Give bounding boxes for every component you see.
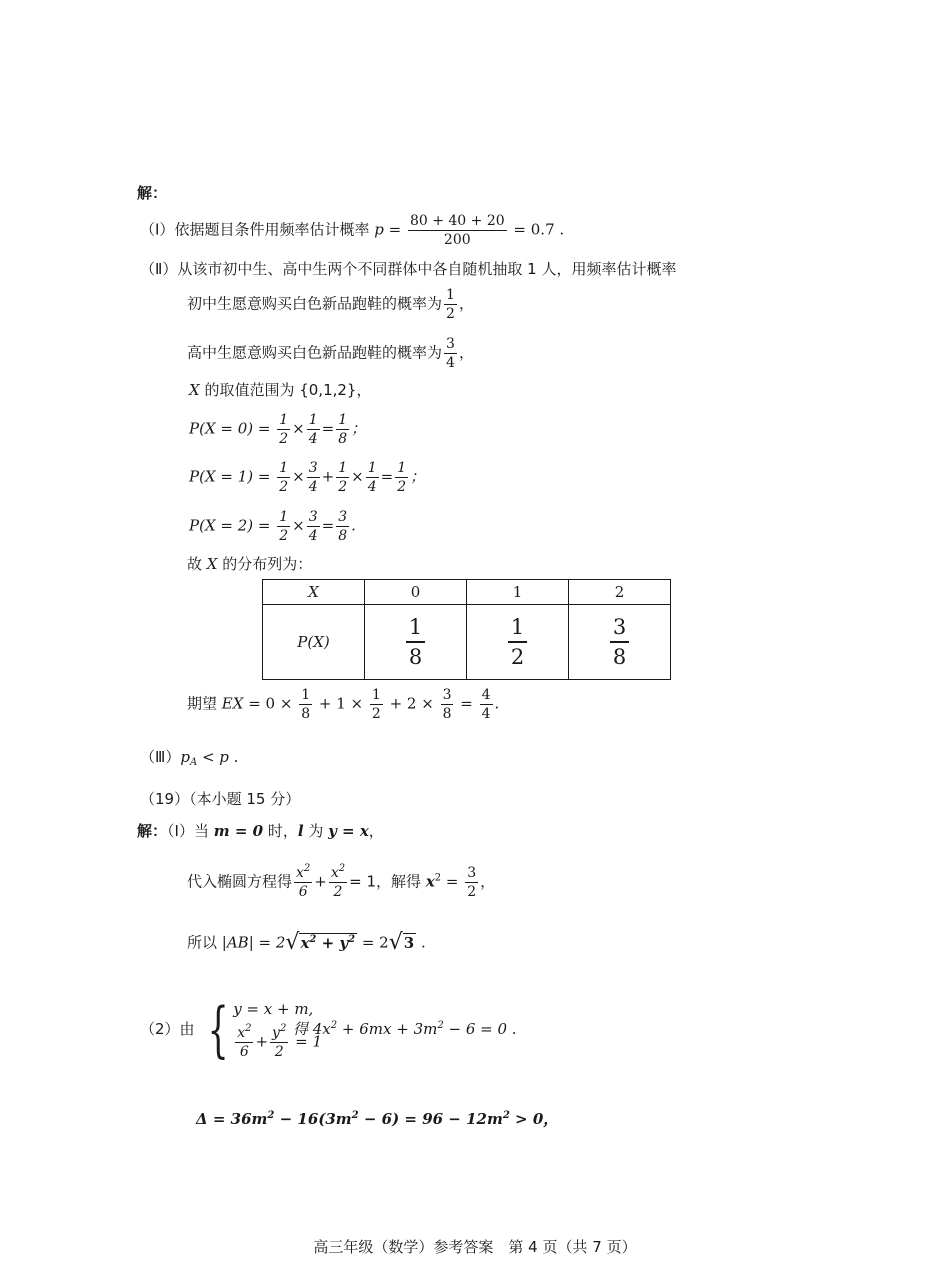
plus-sign: + [255,1033,269,1051]
table-header-cell: 0 [365,580,467,605]
quadratic-result [293,1022,517,1037]
exp: 2 [303,863,311,874]
var-x: x [237,1025,246,1042]
frac-numerator: 1 [338,412,348,428]
math: = 2 [357,933,389,952]
text: 为 [303,822,329,840]
frac-denominator: 8 [301,705,311,722]
text: 所以 [187,933,222,952]
frac-numerator: 1 [367,460,377,476]
frac-part1 [408,214,507,247]
text: 代入椭圆方程得 [187,872,293,891]
var-y: + y [316,934,349,952]
ellipse-sub-line [187,863,496,900]
equals-sign: = [321,419,335,438]
q19-sol-label: 解： [137,822,168,840]
system-row-1: y = x + m, [233,1000,314,1019]
math: − 16(3m [274,1110,352,1128]
expect-label: 期望 [187,694,222,713]
frac [395,461,408,494]
radical-sign: √ [285,930,300,955]
table-row-label: P(X) [263,605,365,680]
frac-numerator: 3 [610,616,629,642]
text: = 1，解得 [349,872,426,891]
math: − 6) = 96 − 12m [358,1110,503,1128]
frac-numerator: 3 [338,509,348,525]
part-1-result: = 0.7 . [508,220,565,239]
frac-denominator: 4 [367,478,377,495]
frac-numerator: 3 [467,865,477,881]
part-2-intro-text: 从该市初中生、高中生两个不同群体中各自随机抽取 1 人，用频率估计概率 [177,260,677,278]
p-x-1-lhs: P(X = 1) = [189,467,276,486]
var-x: X [206,555,218,573]
frac-denominator: 4 [308,478,318,495]
frac-denominator: 2 [333,883,343,900]
exp: 2 [434,872,442,884]
punct: ， [458,294,474,313]
frac-denominator: 6 [239,1044,249,1060]
frac-numerator: 1 [279,460,289,476]
frac [307,413,320,446]
var-x: x [300,934,310,952]
frac-denominator: 2 [279,478,289,495]
math: m = 0 [213,822,264,840]
frac [465,866,478,899]
var-x: x [330,865,339,881]
exp: 2 [338,863,346,874]
sqrt [388,930,416,955]
frac-junior [444,288,457,321]
equals-sign: = [321,516,335,535]
exp: 2 [245,1023,252,1035]
frac [270,1023,288,1060]
frac-numerator: 80 + 40 + 20 [409,213,505,229]
part-1-text: 依据题目条件用频率估计概率 [174,220,375,239]
plus-sign: + [321,467,335,486]
frac-denominator: 2 [397,478,407,495]
discriminant-line [196,1112,558,1127]
table-header-cell: X [263,580,365,605]
range-line [189,383,371,398]
expect-term: + 1 × [314,694,368,713]
frac-numerator: 1 [279,509,289,525]
exp: 2 [351,1110,359,1121]
q19-label: （19）（本小题 15 分） [140,790,301,808]
ab-length-line [187,930,426,955]
sqrt-arg: 3 [403,934,415,952]
frac [329,863,347,900]
frac-numerator: 1 [397,460,407,476]
times-sign: × [292,467,305,486]
junior-text: 初中生愿意购买白色新品跑鞋的概率为 [187,294,443,313]
frac-numerator: 1 [406,616,425,642]
var-x: x [296,865,304,881]
exp: 2 [267,1110,275,1121]
frac [277,461,290,494]
frac [235,1023,253,1060]
frac-numerator: $y^2$ [272,1023,287,1042]
frac [336,461,349,494]
p-x-2-lhs: P(X = 2) = [189,516,276,535]
frac-denominator: 6 [298,883,308,900]
equals-sign: = [380,467,394,486]
senior-prob-line [187,337,474,370]
text: 时， [263,822,298,840]
math: 得 4x [293,1020,331,1038]
expect-term: + 2 × [384,694,439,713]
frac-numerator: 1 [308,412,318,428]
frac [299,688,312,721]
frac-denominator: 4 [308,430,318,447]
frac [441,688,454,721]
distribution-table [262,579,671,680]
p-x-0-lhs: P(X = 0) = [189,419,276,438]
frac-numerator: 1 [279,412,289,428]
part-2-intro [140,262,676,277]
expect-term: = 0 × [243,694,298,713]
dist-heading [187,557,312,572]
frac-numerator: 1 [446,287,455,303]
frac-denominator: 2 [338,478,348,495]
frac-numerator: 4 [481,687,491,703]
frac-numerator: 3 [308,460,318,476]
table-cell [569,605,671,680]
text: 当 [193,822,214,840]
frac-denominator: 2 [446,305,455,322]
frac-numerator: 1 [371,687,381,703]
part-1-line [140,214,564,247]
frac-denominator: 8 [612,644,627,669]
p-x-1-line [189,461,425,494]
math: + 6mx + 3m [337,1020,438,1038]
frac [480,688,493,721]
frac-numerator [294,863,312,883]
sqrt-arg [299,933,357,954]
page-footer: 高三年级（数学）参考答案 第 4 页（共 7 页） [313,1238,637,1256]
var-p: p [180,748,190,766]
math: > 0， [509,1110,559,1128]
range-text: 的取值范围为 {0,1,2}， [199,381,372,399]
times-sign: × [292,516,305,535]
frac-senior [444,337,457,370]
math: − 6 = 0 . [443,1020,517,1038]
equals-sign: = [441,872,464,891]
frac-numerator: 3 [446,336,455,352]
frac-numerator [235,1023,253,1043]
q19-part2-label: （2）由 [140,1020,195,1038]
exp: 2 [437,1020,444,1031]
frac-denominator: 4 [308,527,318,544]
frac-numerator: 1 [301,687,311,703]
frac [277,413,290,446]
frac-denominator: 4 [481,705,491,722]
sqrt [285,930,357,955]
frac [307,510,320,543]
frac-denominator: 2 [371,705,381,722]
part-1-label: （Ⅰ） [140,220,175,239]
part-3-rest: < p . [197,748,239,766]
frac-denominator: 2 [467,883,477,900]
exp: 2 [348,934,356,945]
q19-part1-label: （Ⅰ） [167,822,194,840]
frac [370,688,383,721]
frac [336,510,349,543]
punct: ， [480,872,496,891]
punct: ， [458,343,474,362]
frac-numerator: 3 [308,509,318,525]
punct: . [416,933,426,952]
frac [508,616,527,667]
frac [336,413,349,446]
plus-sign: + [314,872,327,891]
frac-denominator: 2 [279,527,289,544]
math: = 1 [290,1033,322,1051]
solution-heading: 解： [137,184,168,202]
frac-numerator: 1 [508,616,527,642]
p-x-2-line [189,510,356,543]
times-sign: × [292,419,305,438]
frac-denominator: 8 [442,705,452,722]
table-row [263,605,671,680]
frac-denominator: 4 [446,354,455,371]
part-2-label: （Ⅱ） [140,260,178,278]
brace-icon: { [207,995,229,1065]
frac-numerator: 1 [338,460,348,476]
times-sign: × [351,467,364,486]
var-x: x [425,872,435,891]
frac [406,616,425,667]
equals-sign: = [455,694,478,713]
punct: ； [410,467,426,486]
frac [366,461,379,494]
frac [277,510,290,543]
punct: . [494,694,500,713]
exp: 2 [279,1023,287,1035]
frac-numerator [329,863,347,883]
dist-text-a: 故 [187,555,207,573]
senior-text: 高中生愿意购买白色新品跑鞋的概率为 [187,343,443,362]
frac [610,616,629,667]
var-p: p [374,220,384,239]
frac-denominator: 200 [443,231,471,248]
frac [307,461,320,494]
dist-text-b: 的分布列为： [217,555,313,573]
table-cell [365,605,467,680]
math: Δ = 36m [196,1110,268,1128]
exp: 2 [330,1020,338,1031]
punct: ， [368,822,384,840]
frac-denominator: 2 [510,644,525,669]
punct: . [351,516,356,535]
expectation-line [187,688,499,721]
frac-denominator: 2 [279,430,289,447]
frac-numerator: 3 [442,687,452,703]
var-ex: EX [221,694,244,713]
frac-denominator: 2 [274,1044,284,1060]
var-l: l [297,822,304,840]
var-x: X [189,381,200,399]
frac-denominator: 8 [338,527,348,544]
exp: 2 [502,1110,510,1121]
subscript-a: A [189,757,198,768]
table-header-row [263,580,671,605]
math: |AB| = 2 [221,933,286,952]
part-3-line [140,748,239,768]
radical-sign: √ [388,930,403,955]
equals-sign: = [383,220,406,239]
frac-denominator: 8 [338,430,348,447]
math: y = x [328,822,369,840]
table-header-cell: 2 [569,580,671,605]
q19-part1-line [137,824,384,839]
table-header-cell: 1 [467,580,569,605]
junior-prob-line [187,288,474,321]
p-x-0-line [189,413,366,446]
punct: ； [351,419,367,438]
frac [294,863,312,900]
table-cell [467,605,569,680]
frac-denominator: 8 [408,644,423,669]
part-3-label: （Ⅲ） [140,748,181,766]
exp: 2 [309,934,317,945]
